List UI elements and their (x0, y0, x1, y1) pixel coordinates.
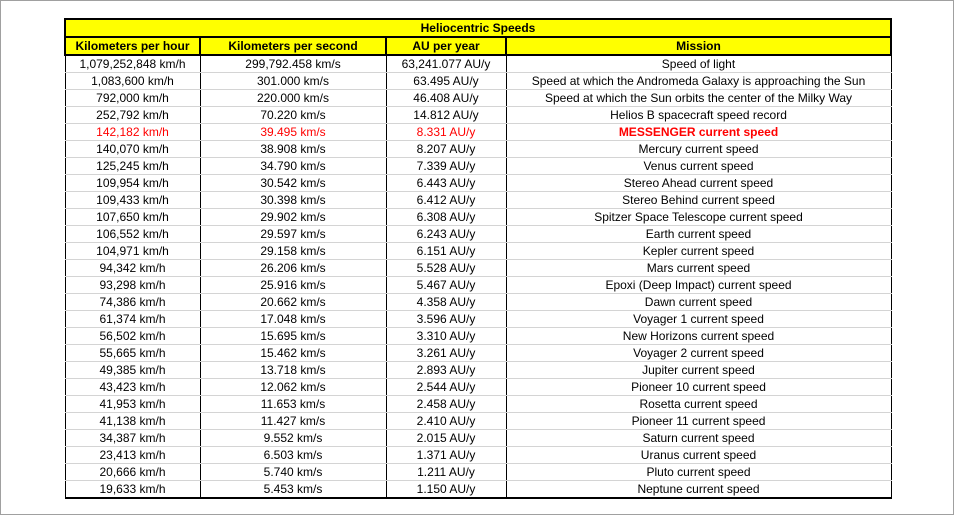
cell-mission: Pluto current speed (506, 464, 891, 481)
cell-km-per-second: 17.048 km/s (200, 311, 386, 328)
cell-mission: Jupiter current speed (506, 362, 891, 379)
cell-km-per-second: 5.740 km/s (200, 464, 386, 481)
cell-au-per-year: 6.243 AU/y (386, 226, 506, 243)
cell-au-per-year: 2.410 AU/y (386, 413, 506, 430)
cell-mission: Speed of light (506, 55, 891, 73)
table-body (65, 55, 891, 498)
cell-au-per-year: 1.211 AU/y (386, 464, 506, 481)
cell-km-per-second: 15.695 km/s (200, 328, 386, 345)
cell-au-per-year: 1.150 AU/y (386, 481, 506, 499)
cell-mission: Pioneer 11 current speed (506, 413, 891, 430)
cell-au-per-year: 6.151 AU/y (386, 243, 506, 260)
cell-km-per-hour: 1,083,600 km/h (65, 73, 200, 90)
cell-mission: Voyager 2 current speed (506, 345, 891, 362)
header-au-per-year: AU per year (386, 37, 506, 55)
cell-mission: Neptune current speed (506, 481, 891, 499)
cell-km-per-hour: 49,385 km/h (65, 362, 200, 379)
cell-km-per-hour: 19,633 km/h (65, 481, 200, 499)
cell-au-per-year: 6.412 AU/y (386, 192, 506, 209)
cell-mission: Epoxi (Deep Impact) current speed (506, 277, 891, 294)
cell-km-per-second: 301.000 km/s (200, 73, 386, 90)
cell-au-per-year: 3.596 AU/y (386, 311, 506, 328)
cell-km-per-hour: 1,079,252,848 km/h (65, 55, 200, 73)
cell-km-per-hour: 43,423 km/h (65, 379, 200, 396)
table-row (65, 294, 891, 311)
cell-km-per-second: 12.062 km/s (200, 379, 386, 396)
cell-km-per-second: 39.495 km/s (200, 124, 386, 141)
cell-km-per-second: 220.000 km/s (200, 90, 386, 107)
cell-km-per-hour: 142,182 km/h (65, 124, 200, 141)
cell-km-per-second: 29.158 km/s (200, 243, 386, 260)
cell-au-per-year: 2.015 AU/y (386, 430, 506, 447)
table-row (65, 73, 891, 90)
cell-au-per-year: 5.467 AU/y (386, 277, 506, 294)
table-row (65, 90, 891, 107)
cell-mission: Uranus current speed (506, 447, 891, 464)
cell-km-per-hour: 23,413 km/h (65, 447, 200, 464)
cell-km-per-hour: 93,298 km/h (65, 277, 200, 294)
cell-km-per-second: 20.662 km/s (200, 294, 386, 311)
cell-mission: Kepler current speed (506, 243, 891, 260)
table-row (65, 192, 891, 209)
cell-km-per-hour: 104,971 km/h (65, 243, 200, 260)
cell-km-per-second: 30.542 km/s (200, 175, 386, 192)
table-row (65, 141, 891, 158)
cell-au-per-year: 2.458 AU/y (386, 396, 506, 413)
cell-km-per-second: 11.653 km/s (200, 396, 386, 413)
cell-km-per-second: 25.916 km/s (200, 277, 386, 294)
cell-au-per-year: 8.207 AU/y (386, 141, 506, 158)
cell-km-per-second: 9.552 km/s (200, 430, 386, 447)
table-row (65, 55, 891, 73)
cell-km-per-hour: 125,245 km/h (65, 158, 200, 175)
cell-au-per-year: 63,241.077 AU/y (386, 55, 506, 73)
table-row (65, 481, 891, 499)
cell-km-per-hour: 56,502 km/h (65, 328, 200, 345)
cell-km-per-second: 29.902 km/s (200, 209, 386, 226)
cell-au-per-year: 1.371 AU/y (386, 447, 506, 464)
table-row (65, 362, 891, 379)
cell-km-per-hour: 61,374 km/h (65, 311, 200, 328)
table-row (65, 158, 891, 175)
cell-km-per-second: 11.427 km/s (200, 413, 386, 430)
cell-au-per-year: 7.339 AU/y (386, 158, 506, 175)
cell-au-per-year: 6.443 AU/y (386, 175, 506, 192)
cell-km-per-hour: 107,650 km/h (65, 209, 200, 226)
table-header-row (65, 37, 891, 55)
table-title: Heliocentric Speeds (65, 19, 891, 37)
cell-mission: Speed at which the Andromeda Galaxy is approaching the Sun (506, 73, 891, 90)
table-row (65, 311, 891, 328)
table-row (65, 175, 891, 192)
cell-au-per-year: 6.308 AU/y (386, 209, 506, 226)
cell-mission: Speed at which the Sun orbits the center of the Milky Way (506, 90, 891, 107)
cell-au-per-year: 63.495 AU/y (386, 73, 506, 90)
cell-mission: Helios B spacecraft speed record (506, 107, 891, 124)
cell-au-per-year: 4.358 AU/y (386, 294, 506, 311)
cell-km-per-hour: 41,953 km/h (65, 396, 200, 413)
cell-mission: Venus current speed (506, 158, 891, 175)
cell-km-per-second: 34.790 km/s (200, 158, 386, 175)
cell-au-per-year: 2.544 AU/y (386, 379, 506, 396)
cell-km-per-hour: 34,387 km/h (65, 430, 200, 447)
table-row (65, 464, 891, 481)
cell-mission: Pioneer 10 current speed (506, 379, 891, 396)
cell-mission: Dawn current speed (506, 294, 891, 311)
cell-km-per-second: 38.908 km/s (200, 141, 386, 158)
cell-km-per-hour: 41,138 km/h (65, 413, 200, 430)
cell-km-per-second: 5.453 km/s (200, 481, 386, 499)
cell-km-per-second: 70.220 km/s (200, 107, 386, 124)
table-row (65, 396, 891, 413)
table-title-row (65, 19, 891, 37)
cell-mission: MESSENGER current speed (506, 124, 891, 141)
cell-km-per-second: 29.597 km/s (200, 226, 386, 243)
cell-km-per-hour: 74,386 km/h (65, 294, 200, 311)
cell-km-per-second: 15.462 km/s (200, 345, 386, 362)
cell-mission: Mars current speed (506, 260, 891, 277)
cell-km-per-hour: 109,954 km/h (65, 175, 200, 192)
cell-km-per-hour: 20,666 km/h (65, 464, 200, 481)
table-row (65, 413, 891, 430)
table-row (65, 379, 891, 396)
table-row (65, 124, 891, 141)
cell-km-per-hour: 106,552 km/h (65, 226, 200, 243)
cell-km-per-second: 299,792.458 km/s (200, 55, 386, 73)
table-row (65, 345, 891, 362)
heliocentric-speeds-table (64, 18, 892, 499)
cell-km-per-second: 13.718 km/s (200, 362, 386, 379)
cell-mission: Stereo Ahead current speed (506, 175, 891, 192)
header-km-per-second: Kilometers per second (200, 37, 386, 55)
cell-mission: Mercury current speed (506, 141, 891, 158)
table-row (65, 447, 891, 464)
cell-au-per-year: 14.812 AU/y (386, 107, 506, 124)
table-row (65, 430, 891, 447)
cell-mission: Stereo Behind current speed (506, 192, 891, 209)
cell-mission: Spitzer Space Telescope current speed (506, 209, 891, 226)
cell-mission: Earth current speed (506, 226, 891, 243)
table-row (65, 328, 891, 345)
cell-au-per-year: 5.528 AU/y (386, 260, 506, 277)
cell-au-per-year: 3.310 AU/y (386, 328, 506, 345)
header-mission: Mission (506, 37, 891, 55)
cell-km-per-hour: 55,665 km/h (65, 345, 200, 362)
cell-mission: Saturn current speed (506, 430, 891, 447)
cell-mission: Voyager 1 current speed (506, 311, 891, 328)
table-row (65, 226, 891, 243)
table-row (65, 209, 891, 226)
cell-km-per-second: 30.398 km/s (200, 192, 386, 209)
table-row (65, 260, 891, 277)
cell-km-per-hour: 140,070 km/h (65, 141, 200, 158)
table-row (65, 107, 891, 124)
cell-au-per-year: 3.261 AU/y (386, 345, 506, 362)
cell-mission: New Horizons current speed (506, 328, 891, 345)
cell-km-per-hour: 792,000 km/h (65, 90, 200, 107)
cell-au-per-year: 46.408 AU/y (386, 90, 506, 107)
table-row (65, 243, 891, 260)
cell-km-per-hour: 94,342 km/h (65, 260, 200, 277)
cell-au-per-year: 8.331 AU/y (386, 124, 506, 141)
header-km-per-hour: Kilometers per hour (65, 37, 200, 55)
cell-km-per-hour: 252,792 km/h (65, 107, 200, 124)
cell-mission: Rosetta current speed (506, 396, 891, 413)
cell-km-per-second: 6.503 km/s (200, 447, 386, 464)
cell-km-per-hour: 109,433 km/h (65, 192, 200, 209)
cell-km-per-second: 26.206 km/s (200, 260, 386, 277)
cell-au-per-year: 2.893 AU/y (386, 362, 506, 379)
table-row (65, 277, 891, 294)
